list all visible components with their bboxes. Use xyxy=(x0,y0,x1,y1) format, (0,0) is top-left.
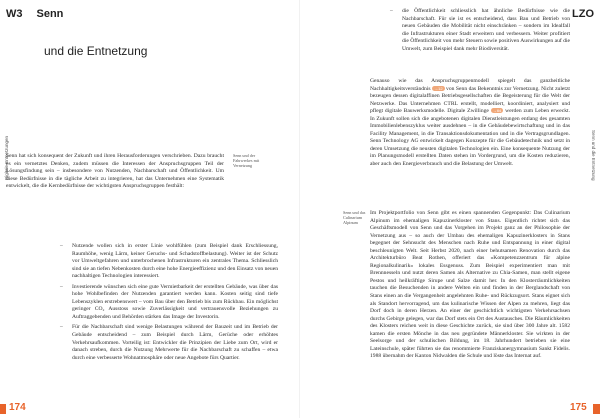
list-item-investierende: – Investierende wünschen sich eine gute Vermietbarkeit der erstellten Gebäude, was über das hohe Wohlbefinden der Nutzenden garantiert werden kann. Kosten seitig sind tiefe Lebenszyklen erstrebenswert – vom Bau über den Betrieb bis zum Rückbau. Ein möglichst geringer CO₂ Ausstoss sowie Zuverlässigkeit und vertrauensvolle Beziehungen zu Auftraggebenden und Behörden stärken das Image der Investorin. xyxy=(60,283,278,320)
intro-paragraph xyxy=(6,153,224,191)
right-section-code: LZO xyxy=(572,8,594,20)
dash-icon: – xyxy=(60,283,63,290)
list-item-nutzende: – Nutzende wollen sich in erster Linie wohlfühlen (zum Beispiel dank Erschliessung, Raumhöhe, wenig Lärm, keiner Geruchs- und Schadstoffbelastung). Weiter ist der Schutz vor Umweltgefahren und unterbrochenen Infrastrukturen ein zentrales Thema. Schliesslich sind sie an tiefen Nebenkosten durch eine hohe Energieeffizienz und den Einsatz von neuen nachhaltigen Technologien interessiert. xyxy=(60,243,278,280)
section-title: Senn xyxy=(36,8,64,20)
page-number-left: 174 xyxy=(9,402,26,413)
page-number-right: 175 xyxy=(570,402,587,413)
dash-icon: – xyxy=(60,243,63,249)
stakeholder-list xyxy=(60,243,278,362)
left-side-label: Digitale Entnetzungen xyxy=(4,135,9,180)
paragraph-culinarium: Im Projektportfolio von Senn gibt es einen spannenden Gegenpunkt: Das Culinarium Alpinum im ehemaligen Kapuzinerkloster von Stans. Eigentlich richtet sich das Geschäftsmodell von Senn und das Vorgehen im Projekt ganz an der Philosophie der Vernetzung aus – so auch der Umbau des ehemaligen Kapuzinerklosters in Stans begegnet der Sehnsucht des Menschen nach Ruhe und Entspannung in einer digital beschleunigten Welt. Seit Herbst 2020, nach einer behutsamen Renovation durch das Architekturbüro Beat Rothen, offeriert das «Kompetenzzentrum für alpine Regionalkulinarik» lokales Essgenuss. Zum Beispiel experimentiert man mit Brennnesseln und nutzt deren Samen als Alternative zu Chia-Samen, man stellt eigene Pestos und heilkräftige Sirupe und Salze damit her. In den Klosterräumlichkeiten tauchen die Besuchenden in andere Welten ein und finden in der Berglandschaft von Stans einen an die Vergangenheit angelehnten Ruhe- und Rückzugsort. Stans eignet sich als Standort hervorragend, um das kulinarische Wissen der Alpen zu mehren, liegt das Dorf doch in deren Herzen. An einer der geschichtlich wichtigsten Verkehrsachsen durchs Gebirge gelegen, war das Dorf stets ein Ort des Austausches. Die Räumlichkeiten des Klosters reichen weit in diese Geschichte zurück, sie sind über 300 Jahre alt. 1582 kamen die ersten Mönche in das neu gegründete Männerkloster. Sie wirkten in der Seelsorge und der schulischen Bildung, im 18. Jahrhundert betrieben sie eine Lateinschule, später führten sie das renommierte Franziskanergymnasium Sankt Fidelis. 1988 übernahm der Kanton Nidwalden die Schule und löste das Internat auf. xyxy=(370,210,570,360)
right-side-label: Senn und die Entnetzung xyxy=(591,130,596,181)
section-header xyxy=(6,8,77,20)
page-marker-bar-left xyxy=(0,404,6,414)
paragraph-vernetzung: Genauso wie das Anspruchsgruppenmodell spiegelt das ganzheitliche Nachhaltigkeitsverständnis →12 von Senn das Bekenntnis zur Vernetzung. Nicht zuletzt bezeugen dessen digitalaffinen Betriebsgesellschaften die Begeisterung für die Welt der Netzwerke. Das Unternehmen CTRL erstellt, modelliert, koordiniert, analysiert und pflegt digitale Bauwerksmodelle. Digitale Zwillinge →64 werden zum Leben erweckt. In Zukunft sollen sich die angebotenen digitalen Dienstleistungen entlang des gesamten Immobilienlebenszyklus weiter ausdehnen – in die Gebäudebewirtschaftung und in das Facility Management, in die Transaktionsdokumentation und in die Vertragsgrundlagen. Senn Technology AG entwickelt dagegen Konzepte für die Gebäudetechnik und setzt in deren Umsetzung die neusten digitalen Technologien ein. Eine konsequente Nutzung der im Planungsmodell erstellten Daten stehen im Vordergrund, um die Kosten reduzieren, aber auch den Energieverbrauch und die Belastung der Umwelt. xyxy=(370,78,570,168)
list-item-oeffentlichkeit: – die Öffentlichkeit schliesslich hat ähnliche Bedürfnisse wie die Nachbarschaft. Für sie ist es entscheidend, dass Bau und Betrieb von neuen Gebäuden die Mobilität nicht einschränken – sondern im Idealfall die Infrastrukturen einer Stadt erweitern und verbessern. Weiter profitiert die Öffentlichkeit von mehr Steuern sowie positiven Auswirkungen auf die Umwelt, zum Beispiel dank mehr Biodiversität. xyxy=(390,8,570,52)
margin-note-culinarium: Senn und das Culinarium Alpinum xyxy=(343,210,366,225)
page-marker-bar-right xyxy=(593,404,600,414)
page-subtitle: und die Entnetzung xyxy=(44,44,148,58)
dash-icon: – xyxy=(60,324,63,331)
section-code: W3 xyxy=(6,8,23,20)
dash-icon: – xyxy=(390,8,393,14)
page-gutter xyxy=(299,0,300,418)
margin-note-vernetzung: Senn und der Fahrwerkes mit Vernetzung xyxy=(233,153,260,168)
cross-reference-tag[interactable]: →12 xyxy=(434,85,443,91)
intro-text: Senn hat sich konsequent der Zukunft und ihren Herausforderungen verschrieben. Dazu braucht es ein vernetztes Denken, zudem müssen die Interessen der Anspruchsgruppen Teil der Lösungsfindung sein – insbesondere von Nutzenden, Nachbarschaft und Öffentlichkeit. Um diese Bedürfnisse in die tägliche Arbeit zu integrieren, hat das Unternehmen eine Systematik entwickelt, die die Kernbedürfnisse der wichtigsten Anspruchsgruppen festhält: xyxy=(6,153,224,190)
list-item-nachbarschaft: – Für die Nachbarschaft sind wenige Belastungen während der Bauzeit und im Betrieb der Gebäude entscheidend – zum Beispiel durch Lärm, Gerüche oder erhöhtes Verkehrsaufkommen. Vorteilig ist: Entwickler die Prinzipien der Liebe zum Ort, wird er danach streben, durch die Nutzung Mehrwerte für die Nachbarschaft zu schaffen – etwa durch eine verbesserte Wohnatmosphäre oder neue Angebote fürs Quartier. xyxy=(60,324,278,361)
cross-reference-tag[interactable]: →64 xyxy=(492,108,502,114)
